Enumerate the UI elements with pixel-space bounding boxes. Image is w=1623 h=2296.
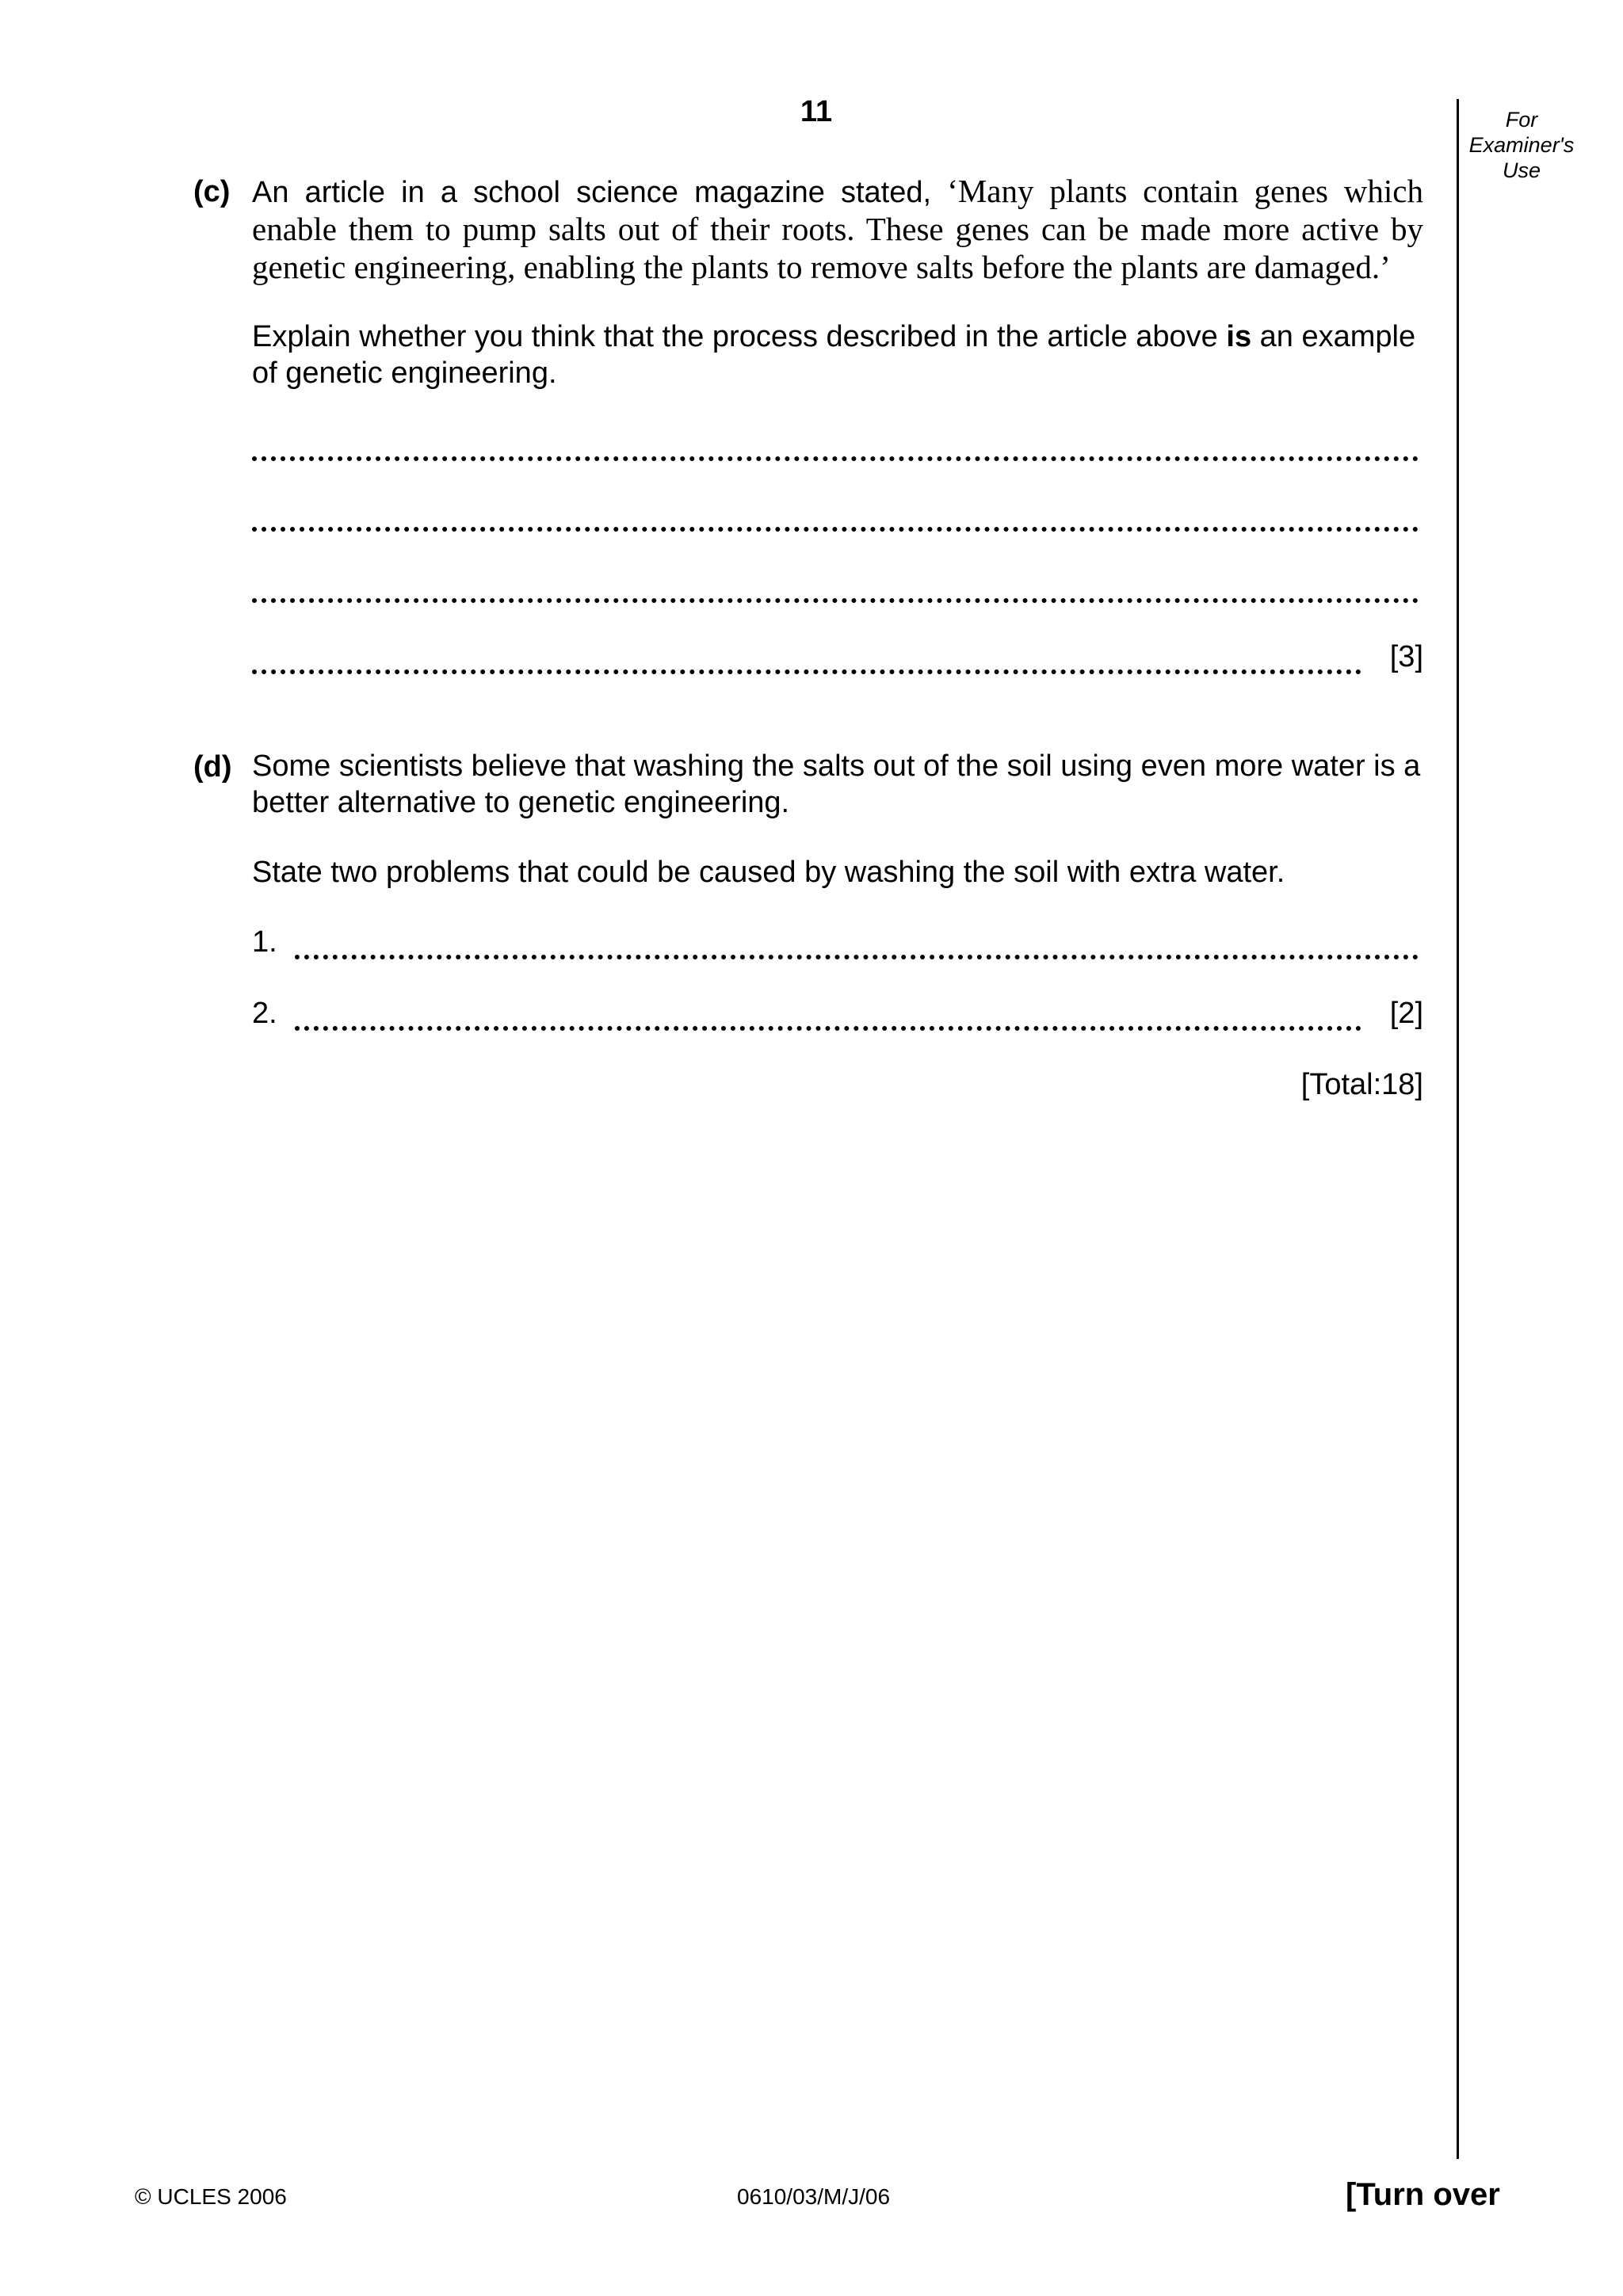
answer-line-d-1[interactable] [295,955,1419,959]
answer-line-c-2[interactable] [252,527,1419,532]
question-d-prompt: State two problems that could be caused by washing the soil with extra water. [252,856,1285,889]
question-c-article-text [252,173,1423,287]
question-c-quote: ‘Many plants contain genes which enable them to pump salts out of their roots. These genes can be made more active by genetic engineering, enabling the plants to remove salts before the plants are damaged.’ [252,173,1423,285]
examiner-label-line-3: Use [1502,158,1541,182]
examiner-label-line-2: Examiner's [1468,133,1575,157]
question-c-prompt [252,318,1423,391]
question-d-label: (d) [193,750,232,784]
question-c-marks: [3] [1389,640,1423,673]
question-c-label: (c) [193,175,231,208]
footer-turn-over: [Turn over [1346,2177,1500,2212]
question-d-marks: [2] [1389,997,1423,1030]
examiner-use-label [1450,107,1593,183]
examiner-label-line-1: For [1505,108,1538,132]
question-c-prompt-end: an example of genetic engineering. [252,320,1416,390]
question-c-prompt-start: Explain whether you think that the process described in the article above [252,320,1227,353]
question-total-marks: [Total:18] [1300,1068,1423,1101]
page-number: 11 [800,95,833,128]
footer-copyright: © UCLES 2006 [135,2184,287,2209]
question-d-item-2-number: 2. [252,997,277,1030]
question-c-prompt-bold: is [1226,320,1252,353]
answer-line-d-2[interactable] [295,1026,1361,1031]
footer-paper-code: 0610/03/M/J/06 [737,2184,891,2209]
question-d-text: Some scientists believe that washing the salts out of the soil using even more water is a better alternative to genetic engineering. [252,749,1421,819]
question-c-intro: An article in a school science magazine stated, [252,176,932,209]
question-d-item-1-number: 1. [252,925,277,959]
answer-line-c-4[interactable] [252,669,1361,674]
answer-line-c-1[interactable] [252,456,1419,461]
examiner-margin-rule [1457,99,1459,2159]
answer-line-c-3[interactable] [252,598,1419,603]
